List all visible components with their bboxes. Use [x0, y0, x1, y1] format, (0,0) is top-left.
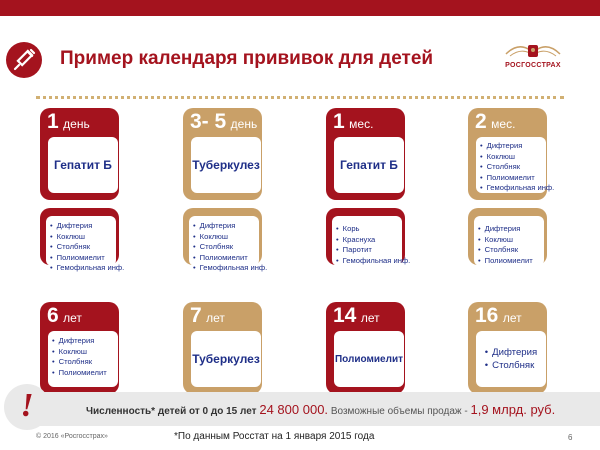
- age-label: [475, 110, 515, 134]
- age-unit: лет: [360, 311, 380, 325]
- list-item: • Столбняк: [480, 162, 546, 173]
- vaccine-list: [480, 141, 555, 194]
- age-card-14-years: [326, 302, 405, 394]
- copyright: © 2016 «Росгосстрах»: [36, 433, 108, 440]
- age-unit: день: [63, 117, 90, 131]
- page-title: Пример календаря прививок для детей: [60, 48, 434, 69]
- age-card-16-years: [468, 302, 547, 394]
- population-value: 24 800 000.: [259, 402, 329, 417]
- age-label: [47, 110, 90, 134]
- list-item: • Коклюш: [193, 232, 259, 243]
- vaccine-name: Полиомиелит: [334, 353, 404, 365]
- age-label: [190, 304, 225, 328]
- age-label: [190, 110, 257, 134]
- list-item: • Дифтерия: [480, 141, 546, 152]
- list-item: • Столбняк: [485, 359, 537, 372]
- top-bar: [0, 0, 600, 16]
- age-number: 3- 5: [190, 110, 227, 133]
- age-card-7-years: [183, 302, 262, 394]
- vaccine-name: Гепатит Б: [54, 158, 112, 172]
- vaccine-name: Гепатит Б: [340, 158, 398, 172]
- list-item: • Гемофильная инф.: [336, 256, 402, 267]
- list-item: • Краснуха: [336, 235, 402, 246]
- exclamation-icon: !: [4, 384, 50, 430]
- vaccine-box: [48, 137, 118, 193]
- list-item: • Столбняк: [50, 242, 116, 253]
- vaccine-box: [474, 216, 544, 266]
- age-unit: день: [230, 117, 258, 131]
- vaccine-box: [476, 137, 555, 193]
- age-number: 6: [47, 304, 59, 327]
- vaccine-list: [478, 224, 544, 266]
- age-card-1-month: [326, 108, 405, 200]
- age-label: [47, 304, 82, 328]
- age-unit: мес.: [349, 117, 374, 131]
- list-item: • Столбняк: [52, 357, 118, 368]
- vaccine-box: [476, 331, 546, 387]
- list-item: • Паротит: [336, 245, 402, 256]
- list-item: • Коклюш: [52, 347, 118, 358]
- vaccine-box: [191, 137, 261, 193]
- age-card-1-day: [40, 108, 119, 200]
- age-number: 7: [190, 304, 202, 327]
- sales-value: 1,9 млрд. руб.: [470, 402, 556, 417]
- vaccine-box: [46, 216, 125, 272]
- list-item: • Гемофильная инф.: [50, 263, 116, 274]
- list-item: • Дифтерия: [478, 224, 544, 235]
- vaccine-card-row2-1: [40, 208, 125, 272]
- stats-line: [86, 402, 555, 417]
- list-item: • Коклюш: [478, 235, 544, 246]
- list-item: • Гемофильная инф.: [480, 183, 546, 194]
- vaccine-box: [334, 331, 404, 387]
- vaccine-box: [189, 216, 268, 272]
- age-unit: мес.: [491, 117, 516, 131]
- list-item: • Столбняк: [478, 245, 544, 256]
- age-card-2-months: [468, 108, 555, 200]
- list-item: • Столбняк: [193, 242, 259, 253]
- vaccine-box: [48, 331, 118, 387]
- dotted-divider: [36, 96, 564, 99]
- age-number: 1: [47, 110, 59, 133]
- vaccine-box: [332, 216, 411, 266]
- list-item: • Корь: [336, 224, 402, 235]
- list-item: • Полиомиелит: [52, 368, 118, 379]
- list-item: • Полиомиелит: [480, 173, 546, 184]
- footnote: *По данным Росстат на 1 января 2015 года: [174, 431, 375, 442]
- age-card-3-5-days: [183, 108, 262, 200]
- syringe-icon: [6, 42, 42, 78]
- vaccine-card-row2-3: [326, 208, 411, 265]
- vaccine-name: Туберкулез: [192, 158, 260, 172]
- age-number: 16: [475, 304, 499, 327]
- population-label: Численность* детей от 0 до 15 лет: [86, 406, 257, 417]
- page-number: 6: [568, 433, 573, 442]
- vaccine-card-row2-4: [468, 208, 547, 265]
- age-card-6-years: [40, 302, 119, 394]
- age-number: 2: [475, 110, 487, 133]
- vaccine-name: Туберкулез: [192, 352, 260, 366]
- list-item: • Коклюш: [480, 152, 546, 163]
- vaccine-list: [485, 346, 537, 372]
- age-unit: лет: [206, 311, 225, 325]
- list-item: • Дифтерия: [485, 346, 537, 359]
- list-item: • Коклюш: [50, 232, 116, 243]
- rosgosstrakh-logo: [502, 40, 564, 74]
- vaccine-list: [193, 221, 268, 274]
- vaccine-box: [334, 137, 404, 193]
- age-label: [333, 304, 380, 328]
- logo-text: РОСГОССТРАХ: [505, 62, 561, 69]
- list-item: • Полиомиелит: [193, 253, 259, 264]
- list-item: • Дифтерия: [193, 221, 259, 232]
- vaccine-list: [52, 336, 118, 378]
- list-item: • Дифтерия: [50, 221, 116, 232]
- age-number: 1: [333, 110, 345, 133]
- list-item: • Полиомиелит: [50, 253, 116, 264]
- list-item: • Гемофильная инф.: [193, 263, 259, 274]
- age-unit: лет: [502, 311, 522, 325]
- vaccine-list: [50, 221, 125, 274]
- vaccine-card-row2-2: [183, 208, 268, 272]
- vaccine-box: [191, 331, 261, 387]
- age-unit: лет: [63, 311, 82, 325]
- age-label: [333, 110, 373, 134]
- age-label: [475, 304, 522, 328]
- sales-label: Возможные объемы продаж -: [330, 406, 468, 417]
- vaccine-list: [336, 224, 411, 266]
- age-number: 14: [333, 304, 357, 327]
- list-item: • Дифтерия: [52, 336, 118, 347]
- list-item: • Полиомиелит: [478, 256, 544, 267]
